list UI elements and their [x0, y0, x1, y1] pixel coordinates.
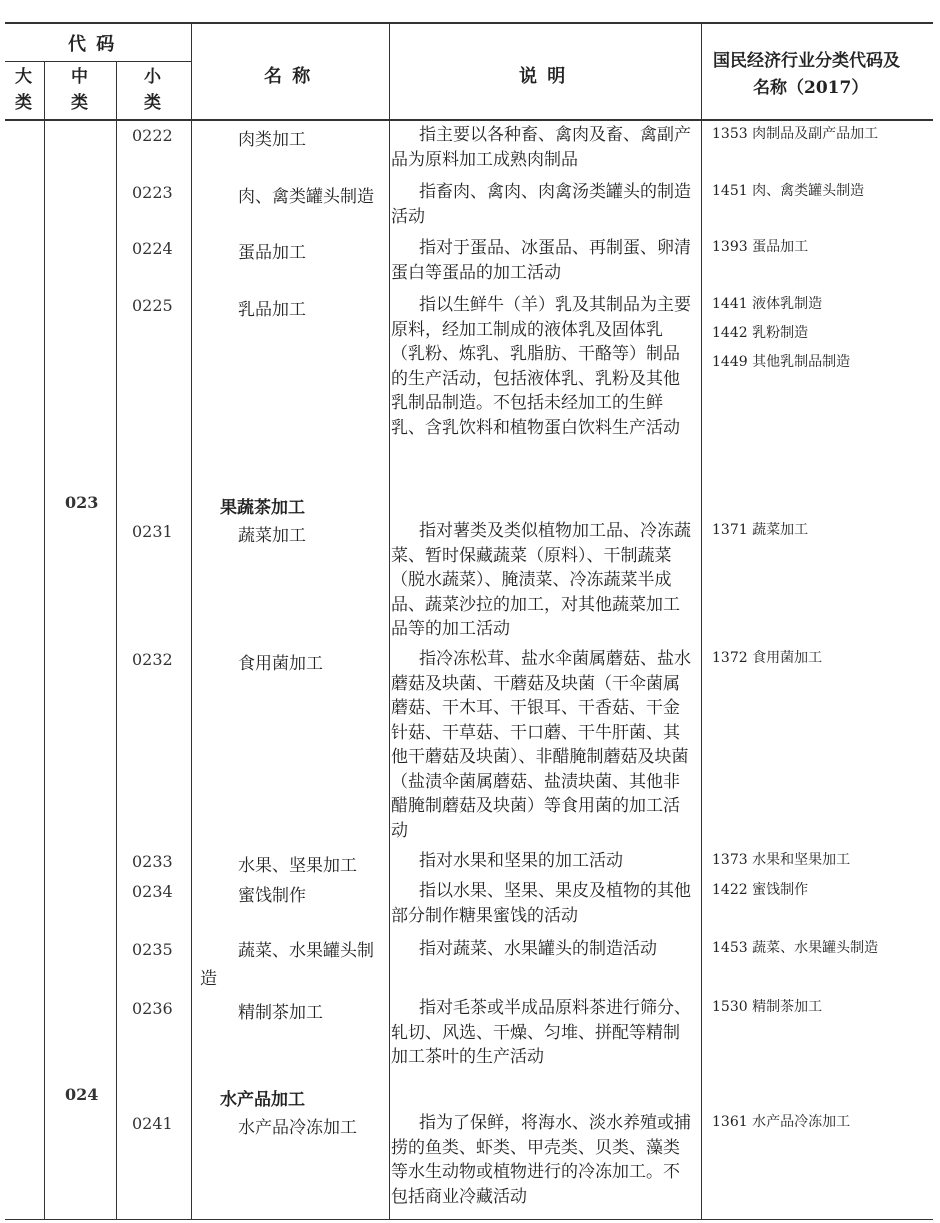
header-medium: 中 类: [71, 67, 90, 113]
row-code: 0235: [132, 940, 173, 959]
row-reference: 1441 液体乳制造 1442 乳粉制造 1449 其他乳制品制造: [712, 296, 851, 370]
row-code: 0225: [132, 296, 173, 315]
row-description: 指以水果、坚果、果皮及植物的其他部分制作糖果蜜饯的活动: [391, 881, 691, 926]
col-divider-major: [44, 62, 45, 1220]
group-code: 024: [65, 1085, 99, 1104]
table-top-rule: [5, 22, 933, 24]
row-name: 水产品冷冻加工: [238, 1118, 357, 1138]
row-code: 0241: [132, 1114, 173, 1133]
row-reference: 1361 水产品冷冻加工: [712, 1114, 851, 1130]
row-description: 指主要以各种畜、禽肉及畜、禽副产品为原料加工成熟肉制品: [391, 125, 691, 170]
row-description: 指对蔬菜、水果罐头的制造活动: [419, 939, 657, 959]
row-reference: 1373 水果和坚果加工: [712, 852, 851, 868]
header-description: 说 明: [519, 66, 568, 87]
row-reference: 1451 肉、禽类罐头制造: [712, 183, 865, 199]
row-code: 0233: [132, 852, 173, 871]
row-description: 指对于蛋品、冰蛋品、再制蛋、卵清蛋白等蛋品的加工活动: [391, 238, 691, 283]
header-reference-line1: 国民经济行业分类代码及: [713, 51, 900, 71]
row-reference: 1530 精制茶加工: [712, 999, 823, 1015]
row-name: 精制茶加工: [238, 1003, 323, 1023]
header-reference-line2: 名称（2017）: [753, 78, 869, 98]
row-code: 0222: [132, 126, 173, 145]
col-divider-name: [389, 23, 390, 1220]
row-code: 0236: [132, 999, 173, 1018]
col-divider-medium: [116, 62, 117, 1220]
row-reference: 1371 蔬菜加工: [712, 522, 809, 538]
row-name: 乳品加工: [238, 300, 306, 320]
row-description: 指对薯类及类似植物加工品、冷冻蔬菜、暂时保藏蔬菜（原料）、干制蔬菜（脱水蔬菜）、腌渍菜、冷冻蔬菜半成品、蔬菜沙拉的加工，对其他蔬菜加工品等的加工活动: [391, 521, 691, 639]
row-name: 蛋品加工: [238, 243, 306, 263]
table-bottom-rule: [5, 1219, 933, 1220]
row-description: 指为了保鲜，将海水、淡水养殖或捕捞的鱼类、虾类、甲壳类、贝类、藻类等水生动物或植物进行的冷冻加工。不包括商业冷藏活动: [391, 1113, 691, 1207]
row-name: 蔬菜、水果罐头制造: [200, 941, 374, 989]
row-reference: 1422 蜜饯制作: [712, 882, 809, 898]
header-code-group: 代 码: [68, 34, 117, 55]
header-major: 大 类: [15, 67, 34, 113]
row-description: 指对水果和坚果的加工活动: [419, 851, 623, 871]
col-divider-minor: [191, 23, 192, 1220]
row-code: 0231: [132, 522, 173, 541]
row-description: 指对毛茶或半成品原料茶进行筛分、轧切、风选、干燥、匀堆、拼配等精制加工茶叶的生产活动: [391, 998, 691, 1067]
row-code: 0223: [132, 183, 173, 202]
row-name: 蔬菜加工: [238, 526, 306, 546]
row-code: 0234: [132, 882, 173, 901]
row-reference: 1453 蔬菜、水果罐头制造: [712, 940, 879, 956]
group-name: 果蔬茶加工: [220, 498, 305, 518]
row-name: 肉类加工: [238, 130, 306, 150]
row-reference: 1393 蛋品加工: [712, 239, 809, 255]
group-name: 水产品加工: [220, 1090, 305, 1110]
row-code: 0232: [132, 650, 173, 669]
row-description: 指以生鲜牛（羊）乳及其制品为主要原料，经加工制成的液体乳及固体乳（乳粉、炼乳、乳脂肪、干酪等）制品的生产活动，包括液体乳、乳粉及其他乳制品制造。不包括未经加工的生鲜乳、含乳饮料和植物蛋白饮料生产活动: [391, 295, 691, 438]
row-name: 水果、坚果加工: [238, 856, 357, 876]
row-reference: 1353 肉制品及副产品加工: [712, 126, 879, 142]
row-code: 0224: [132, 239, 173, 258]
row-description: 指畜肉、禽肉、肉禽汤类罐头的制造活动: [391, 182, 691, 227]
header-minor: 小 类: [144, 67, 163, 113]
row-name: 肉、禽类罐头制造: [238, 187, 374, 207]
row-reference: 1372 食用菌加工: [712, 650, 823, 666]
row-name: 食用菌加工: [238, 654, 323, 674]
row-name: 蜜饯制作: [238, 886, 306, 906]
col-divider-desc: [701, 23, 702, 1220]
group-code: 023: [65, 493, 99, 512]
header-sub-rule: [5, 61, 192, 62]
row-description: 指冷冻松茸、盐水伞菌属蘑菇、盐水蘑菇及块菌、干蘑菇及块菌（干伞菌属蘑菇、干木耳、干银耳、干香菇、干金针菇、干草菇、干口蘑、干牛肝菌、其他干蘑菇及块菌）、非醋腌制蘑菇及块菌（盐渍伞菌属蘑菇、盐渍块菌、其他非醋腌制蘑菇及块菌）等食用菌的加工活动: [391, 649, 691, 841]
header-name: 名 称: [264, 66, 313, 87]
